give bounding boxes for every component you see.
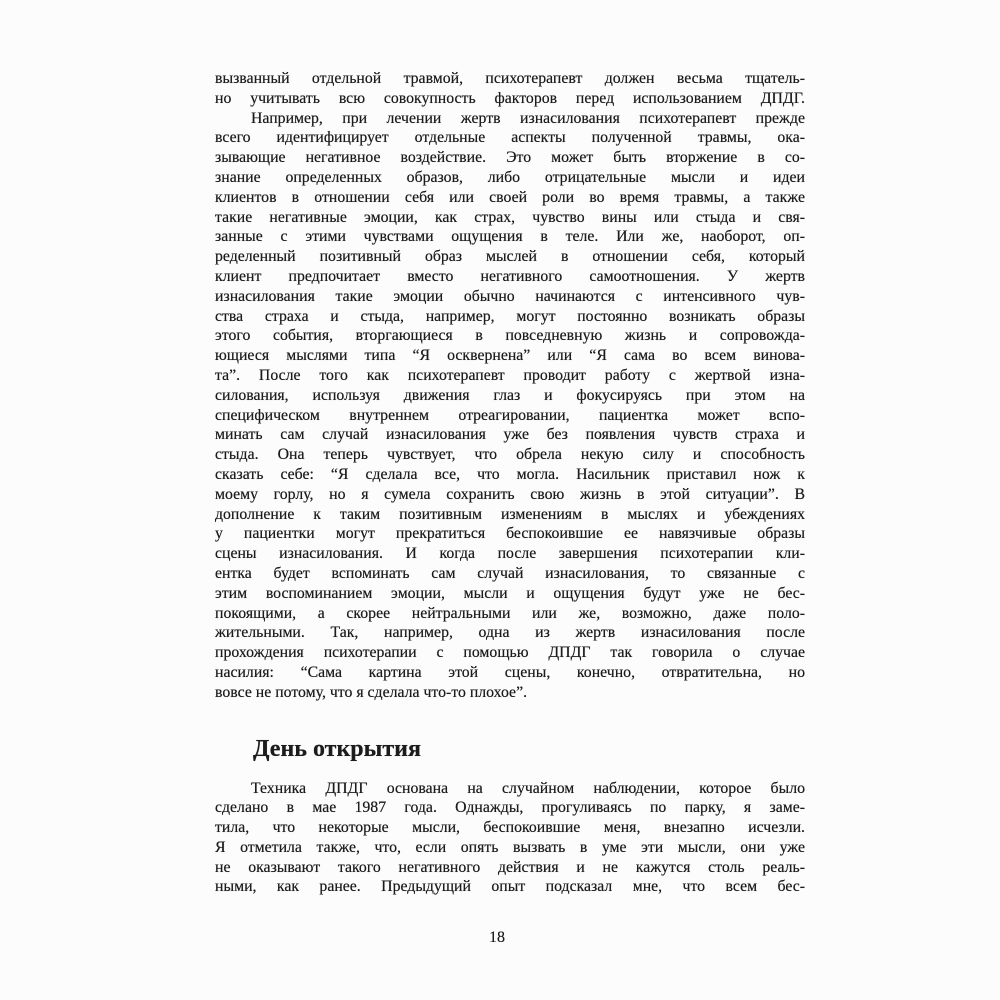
text-line: зывающие негативное воздействие. Это может быть вторжение в со- [215,149,805,167]
text-line: вызванный отдельной травмой, психотерапевт должен весьма тщатель- [215,70,805,87]
text-line: ределенный позитивный образ мыслей в отношении себя, который [215,248,805,266]
text-line: изнасилования такие эмоции обычно начинаются с интенсивного чув- [215,287,805,305]
body-text-before-heading [215,69,805,703]
text-line: та”. После того как психотерапевт проводит работу с жертвой изна- [215,366,805,384]
text-line: клиент предпочитает вместо негативного самоотношения. У жертв [215,267,805,285]
text-line: жительными. Так, например, одна из жертв изнасилования после [215,624,805,642]
text-line: стыда. Она теперь чувствует, что обрела некую силу и способность [215,446,805,464]
section-heading: День открытия [253,735,421,762]
text-column [215,69,805,897]
text-line: ентка будет вспоминать сам случай изнасилования, то связанные с [215,564,805,582]
page-number: 18 [489,929,505,946]
text-line: Например, при лечении жертв изнасилования психотерапевт прежде [251,109,805,127]
text-line: тила, что некоторые мысли, беспокоившие меня, внезапно исчезли. [215,819,805,837]
text-line: прохождения психотерапии с помощью ДПДГ так говорила о случае [215,644,805,662]
text-line: занные с этими чувствами ощущения в теле. Или же, наоборот, оп- [215,228,805,246]
body-text-after-heading [215,779,805,898]
text-line: Я отметила также, что, если опять вызвать в уме эти мысли, они уже [215,838,805,856]
text-line: насилия: “Сама картина этой сцены, конечно, отвратительна, но [215,663,805,681]
text-line: специфическом внутреннем отреагировании, пациентка может вспо- [215,406,805,424]
text-line: дополнение к таким позитивным изменениям в мыслях и убеждениях [215,505,805,523]
text-line: всего идентифицирует отдельные аспекты полученной травмы, ока- [215,129,805,147]
text-line: минать сам случай изнасилования уже без появления чувств страха и [215,426,805,444]
text-line: силования, используя движения глаз и фокусируясь при этом на [215,386,805,404]
text-line: знание определенных образов, либо отрицательные мысли и идеи [215,168,805,186]
text-line: сказать себе: “Я сделала все, что могла. Насильник приставил нож к [215,465,805,483]
text-line: сделано в мае 1987 года. Однажды, прогуливаясь по парку, я заме- [215,799,805,817]
text-line: этого события, вторгающиеся в повседневную жизнь и сопровожда- [215,327,805,345]
text-line: у пациентки могут прекратиться беспокоившие ее навязчивые образы [215,525,805,543]
text-line: такие негативные эмоции, как страх, чувство вины или стыда и свя- [215,208,805,226]
text-line: сцены изнасилования. И когда после завершения психотерапии кли- [215,545,805,563]
text-line: моему горлу, но я сумела сохранить свою жизнь в этой ситуации”. В [215,485,805,503]
text-line: но учитывать всю совокупность факторов перед использованием ДПДГ. [215,89,805,107]
text-line: клиентов в отношении себя или своей роли во время травмы, а также [215,188,805,206]
text-line: ющиеся мыслями типа “Я осквернена” или “Я сама во всем винова- [215,347,805,365]
text-line: покоящими, а скорее нейтральными или же, возможно, даже поло- [215,604,805,622]
text-line: ства страха и стыда, например, могут постоянно возникать образы [215,307,805,325]
text-line: ными, как ранее. Предыдущий опыт подсказал мне, что всем бес- [215,878,805,896]
text-line: вовсе не потому, что я сделала что-то плохое”. [215,683,528,701]
text-line: Техника ДПДГ основана на случайном наблюдении, которое было [251,779,805,797]
text-line: не оказывают такого негативного действия и не кажутся столь реаль- [215,858,805,876]
text-line: этим воспоминанием эмоции, мысли и ощущения будут уже не бес- [215,584,805,602]
